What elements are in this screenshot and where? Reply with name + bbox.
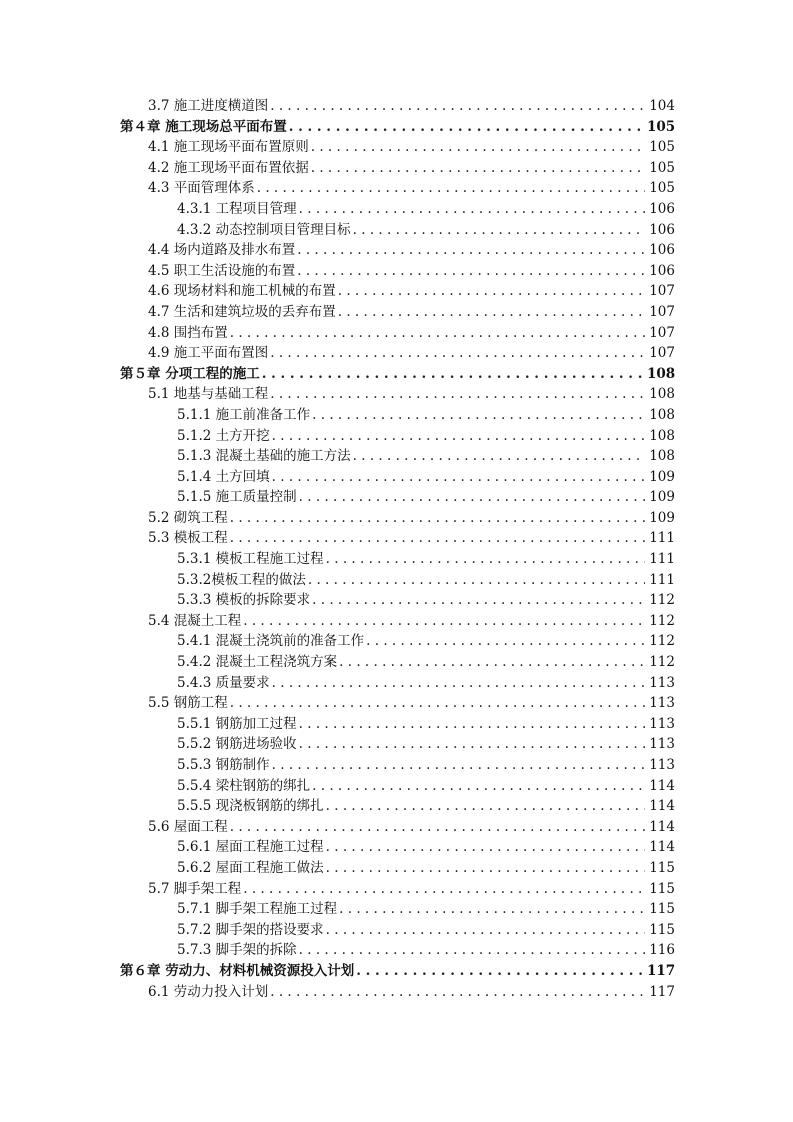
toc-entry[interactable] xyxy=(0,508,793,529)
toc-entry[interactable] xyxy=(0,343,793,364)
toc-leader-dots xyxy=(230,817,645,838)
toc-entry-title: 5.5.4 梁柱钢筋的绑扎 xyxy=(177,777,311,794)
toc-entry-title: 5.1 地基与基础工程 xyxy=(148,386,269,403)
toc-entry-title: 4.7 生活和建筑垃圾的丢弃布置 xyxy=(148,303,336,320)
toc-entry[interactable] xyxy=(0,611,793,632)
toc-entry[interactable] xyxy=(0,384,793,405)
toc-entry[interactable] xyxy=(0,446,793,467)
toc-chapter-entry[interactable] xyxy=(0,961,793,982)
toc-entry-page-number: 114 xyxy=(649,798,675,815)
toc-entry-page-number: 113 xyxy=(649,736,675,753)
toc-entry-title: 4.4 场内道路及排水布置 xyxy=(148,242,296,259)
toc-leader-dots xyxy=(326,837,645,858)
toc-entry-page-number: 105 xyxy=(649,159,675,176)
toc-leader-dots xyxy=(299,734,645,755)
toc-entry-page-number: 115 xyxy=(649,921,675,938)
toc-leader-dots xyxy=(339,652,645,673)
toc-leader-dots xyxy=(326,858,645,879)
toc-chapter-entry[interactable] xyxy=(0,364,793,385)
toc-entry[interactable] xyxy=(0,982,793,1003)
toc-entry-title: 5.7.2 脚手架的搭设要求 xyxy=(177,921,324,938)
toc-entry-title: 第６章 劳动力、材料机械资源投入计划 xyxy=(120,962,355,979)
toc-leader-dots xyxy=(270,343,645,364)
toc-entry[interactable] xyxy=(0,734,793,755)
toc-entry[interactable] xyxy=(0,652,793,673)
toc-entry-title: 第４章 施工现场总平面布置 xyxy=(120,118,287,135)
toc-entry[interactable] xyxy=(0,96,793,117)
toc-entry-page-number: 105 xyxy=(647,118,676,135)
toc-leader-dots xyxy=(299,714,645,735)
toc-leader-dots xyxy=(272,467,645,488)
toc-entry-page-number: 112 xyxy=(649,592,675,609)
toc-leader-dots xyxy=(297,240,645,261)
toc-leader-dots xyxy=(356,961,645,982)
toc-entry-page-number: 113 xyxy=(649,715,675,732)
toc-entry[interactable] xyxy=(0,178,793,199)
toc-leader-dots xyxy=(243,879,645,900)
toc-entry-title: 4.2 施工现场平面布置依据 xyxy=(148,159,309,176)
toc-leader-dots xyxy=(338,281,645,302)
toc-leader-dots xyxy=(289,117,645,138)
toc-entry-page-number: 106 xyxy=(649,242,675,259)
toc-leader-dots xyxy=(353,220,645,241)
toc-entry-title: 5.3 模板工程 xyxy=(148,530,228,547)
toc-entry-title: 5.5.1 钢筋加工过程 xyxy=(177,715,297,732)
toc-entry[interactable] xyxy=(0,261,793,282)
toc-entry-page-number: 112 xyxy=(649,612,675,629)
toc-leader-dots xyxy=(299,199,645,220)
toc-entry-page-number: 108 xyxy=(649,427,675,444)
toc-entry-title: 5.1.2 土方开挖 xyxy=(177,427,270,444)
toc-entry[interactable] xyxy=(0,920,793,941)
toc-leader-dots xyxy=(311,158,645,179)
toc-entry-page-number: 114 xyxy=(649,818,675,835)
toc-leader-dots xyxy=(312,590,645,611)
toc-entry[interactable] xyxy=(0,714,793,735)
toc-entry-page-number: 106 xyxy=(649,200,675,217)
toc-entry[interactable] xyxy=(0,940,793,961)
toc-entry-title: 5.5.5 现浇板钢筋的绑扎 xyxy=(177,798,324,815)
toc-leader-dots xyxy=(272,755,645,776)
toc-entry-page-number: 108 xyxy=(647,365,676,382)
toc-entry-page-number: 113 xyxy=(649,757,675,773)
toc-entry-page-number: 104 xyxy=(649,98,675,114)
toc-entry[interactable] xyxy=(0,240,793,261)
toc-entry-page-number: 114 xyxy=(649,839,675,856)
toc-entry-page-number: 117 xyxy=(647,962,676,979)
toc-entry-title: 5.6.1 屋面工程施工过程 xyxy=(177,839,324,856)
toc-entry-title: 5.7 脚手架工程 xyxy=(148,880,242,897)
toc-entry[interactable] xyxy=(0,590,793,611)
toc-entry-title: 4.6 现场材料和施工机械的布置 xyxy=(148,283,336,300)
toc-leader-dots xyxy=(299,940,645,961)
toc-entry-title: 4.8 围挡布置 xyxy=(148,324,228,341)
toc-entry-title: 5.4.3 质量要求 xyxy=(177,674,270,691)
toc-leader-dots xyxy=(257,178,645,199)
toc-leader-dots xyxy=(299,487,645,508)
toc-entry[interactable] xyxy=(0,631,793,652)
toc-entry-page-number: 107 xyxy=(649,345,675,362)
table-of-contents xyxy=(0,96,793,1002)
toc-entry-page-number: 111 xyxy=(649,551,675,568)
toc-leader-dots xyxy=(339,899,645,920)
toc-leader-dots xyxy=(338,302,645,323)
toc-entry-title: 5.7.3 脚手架的拆除 xyxy=(177,942,297,959)
toc-entry-title: 4.3.1 工程项目管理 xyxy=(177,200,297,217)
toc-entry-page-number: 107 xyxy=(649,324,675,341)
toc-leader-dots xyxy=(270,96,645,117)
toc-entry[interactable] xyxy=(0,220,793,241)
toc-leader-dots xyxy=(326,920,645,941)
toc-entry-page-number: 115 xyxy=(649,880,675,897)
toc-entry-title: 4.5 职工生活设施的布置 xyxy=(148,262,296,279)
toc-entry-title: 5.5 钢筋工程 xyxy=(148,695,228,712)
toc-leader-dots xyxy=(262,364,645,385)
toc-entry[interactable] xyxy=(0,302,793,323)
toc-entry-page-number: 117 xyxy=(649,983,675,1000)
toc-entry[interactable] xyxy=(0,281,793,302)
toc-entry-title: 5.4.2 混凝土工程浇筑方案 xyxy=(177,654,338,671)
toc-entry-title: 5.5.2 钢筋进场验收 xyxy=(177,736,297,753)
toc-entry-title: 5.5.3 钢筋制作 xyxy=(177,757,270,773)
toc-leader-dots xyxy=(230,528,645,549)
toc-entry-title: 5.3.2模板工程的做法 xyxy=(177,571,306,588)
toc-entry-page-number: 105 xyxy=(649,180,675,197)
toc-entry-page-number: 113 xyxy=(649,695,675,712)
toc-entry-title: 5.1.4 土方回填 xyxy=(177,468,270,485)
toc-entry-title: 5.4.1 混凝土浇筑前的准备工作 xyxy=(177,633,365,650)
toc-entry-page-number: 105 xyxy=(649,139,675,156)
toc-entry-page-number: 109 xyxy=(649,468,675,485)
toc-entry[interactable] xyxy=(0,199,793,220)
toc-entry[interactable] xyxy=(0,487,793,508)
toc-leader-dots xyxy=(297,261,645,282)
toc-leader-dots xyxy=(312,405,645,426)
toc-leader-dots xyxy=(230,508,645,529)
toc-entry-page-number: 108 xyxy=(649,406,675,423)
toc-entry-title: 4.3 平面管理体系 xyxy=(148,180,255,197)
toc-entry-page-number: 114 xyxy=(649,777,675,794)
toc-entry-page-number: 112 xyxy=(649,633,675,650)
toc-entry[interactable] xyxy=(0,755,793,776)
toc-entry-page-number: 106 xyxy=(649,221,675,238)
toc-entry[interactable] xyxy=(0,693,793,714)
toc-leader-dots xyxy=(230,323,645,344)
toc-leader-dots xyxy=(366,631,645,652)
toc-leader-dots xyxy=(230,693,645,714)
toc-leader-dots xyxy=(326,549,645,570)
toc-entry-page-number: 112 xyxy=(649,654,675,671)
toc-leader-dots xyxy=(270,384,645,405)
toc-entry-page-number: 109 xyxy=(649,489,675,506)
toc-entry-page-number: 108 xyxy=(649,448,675,465)
toc-entry-page-number: 106 xyxy=(649,262,675,279)
toc-entry-title: 5.1.3 混凝土基础的施工方法 xyxy=(177,448,351,465)
toc-entry[interactable] xyxy=(0,137,793,158)
toc-entry-page-number: 113 xyxy=(649,674,675,691)
toc-entry-page-number: 111 xyxy=(649,571,675,588)
toc-entry-title: 5.6.2 屋面工程施工做法 xyxy=(177,859,324,876)
toc-entry-page-number: 107 xyxy=(649,303,675,320)
toc-leader-dots xyxy=(272,673,645,694)
toc-entry[interactable] xyxy=(0,570,793,591)
toc-leader-dots xyxy=(270,982,645,1003)
toc-entry[interactable] xyxy=(0,817,793,838)
toc-entry[interactable] xyxy=(0,673,793,694)
toc-entry-page-number: 111 xyxy=(649,530,675,547)
toc-entry-page-number: 108 xyxy=(649,386,675,403)
toc-entry-page-number: 115 xyxy=(649,859,675,876)
toc-entry-page-number: 107 xyxy=(649,283,675,300)
toc-leader-dots xyxy=(272,426,645,447)
toc-entry[interactable] xyxy=(0,405,793,426)
toc-entry-title: 3.7 施工进度横道图 xyxy=(148,98,269,114)
toc-chapter-entry[interactable] xyxy=(0,117,793,138)
toc-entry-title: 4.1 施工现场平面布置原则 xyxy=(148,139,309,156)
toc-entry-title: 5.3.1 模板工程施工过程 xyxy=(177,551,324,568)
toc-entry[interactable] xyxy=(0,467,793,488)
toc-leader-dots xyxy=(326,796,645,817)
toc-leader-dots xyxy=(312,776,645,797)
toc-entry-title: 5.1.5 施工质量控制 xyxy=(177,489,297,506)
toc-entry-title: 6.1 劳动力投入计划 xyxy=(148,983,269,1000)
toc-leader-dots xyxy=(243,611,645,632)
toc-leader-dots xyxy=(311,137,645,158)
toc-entry[interactable] xyxy=(0,426,793,447)
toc-entry[interactable] xyxy=(0,879,793,900)
toc-entry-page-number: 109 xyxy=(649,509,675,526)
toc-entry-title: 5.6 屋面工程 xyxy=(148,818,228,835)
toc-leader-dots xyxy=(308,570,645,591)
toc-entry-title: 5.2 砌筑工程 xyxy=(148,509,228,526)
toc-entry[interactable] xyxy=(0,776,793,797)
toc-entry-page-number: 115 xyxy=(649,901,675,918)
toc-entry[interactable] xyxy=(0,858,793,879)
toc-entry-title: 5.4 混凝土工程 xyxy=(148,612,242,629)
toc-entry-title: 第５章 分项工程的施工 xyxy=(120,365,260,382)
toc-entry-title: 4.3.2 动态控制项目管理目标 xyxy=(177,221,351,238)
toc-leader-dots xyxy=(353,446,645,467)
toc-entry-title: 5.3.3 模板的拆除要求 xyxy=(177,592,311,609)
toc-entry[interactable] xyxy=(0,549,793,570)
toc-entry[interactable] xyxy=(0,323,793,344)
toc-entry[interactable] xyxy=(0,528,793,549)
toc-entry[interactable] xyxy=(0,837,793,858)
toc-entry[interactable] xyxy=(0,796,793,817)
toc-entry-title: 5.1.1 施工前准备工作 xyxy=(177,406,311,423)
toc-entry-title: 5.7.1 脚手架工程施工过程 xyxy=(177,901,338,918)
toc-entry[interactable] xyxy=(0,158,793,179)
toc-entry[interactable] xyxy=(0,899,793,920)
toc-entry-page-number: 116 xyxy=(649,942,675,959)
toc-entry-title: 4.9 施工平面布置图 xyxy=(148,345,269,362)
